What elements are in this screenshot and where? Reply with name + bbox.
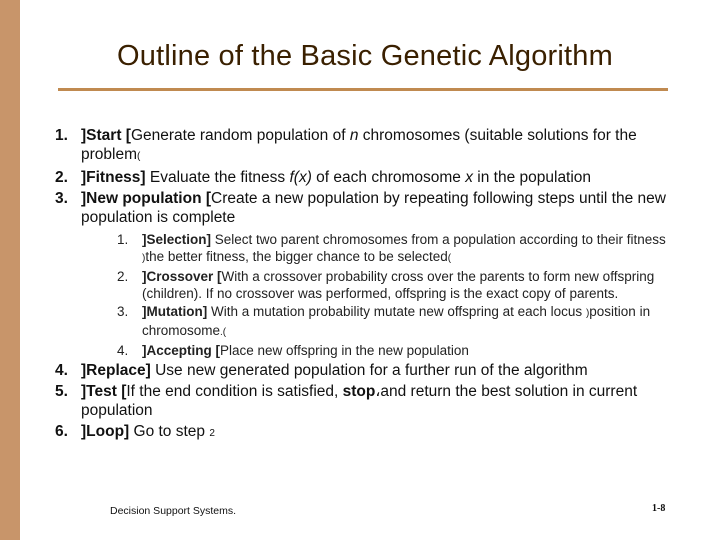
substep-number: 1. <box>117 232 129 247</box>
substep-number: 2. <box>117 269 129 284</box>
step-new-population <box>55 189 685 359</box>
step-text: Generate random population of <box>130 127 350 144</box>
substep-mark: ) <box>142 253 146 264</box>
footer-slide-number: 1-8 <box>652 503 666 514</box>
step-start <box>55 126 685 166</box>
substep-label: ]Selection] <box>142 232 212 247</box>
slide-content <box>55 126 685 445</box>
substep-label: ]Crossover [ <box>142 269 222 284</box>
substep-text: Place new offspring in the new population <box>220 343 469 358</box>
step-bold: stop <box>342 383 376 400</box>
substeps-list <box>81 231 685 359</box>
substep-number: 3. <box>117 304 129 319</box>
step-text: Go to step <box>129 423 210 440</box>
step-number: 1. <box>55 127 68 144</box>
step-mark: ، <box>375 383 381 400</box>
step-number: 5. <box>55 383 68 400</box>
step-label: ]Replace] <box>81 362 151 379</box>
step-text: Use new generated population for a further run of the algorithm <box>150 362 588 379</box>
step-number: 4. <box>55 362 68 379</box>
substep-crossover <box>107 268 685 302</box>
substep-text: the better fitness, the bigger chance to be selected <box>145 249 448 264</box>
substep-selection <box>107 231 685 267</box>
step-text: of each chromosome <box>311 169 466 186</box>
step-text: chromosomes (suitable solutions for the problem <box>81 127 637 163</box>
step-text: Evaluate the fitness <box>145 169 290 186</box>
substep-mark: ) <box>585 308 590 319</box>
step-test <box>55 382 685 420</box>
substep-mutation <box>107 303 685 341</box>
footer-course-name: Decision Support Systems. <box>110 505 237 517</box>
substep-label: ]Accepting [ <box>142 343 221 358</box>
step-label: ]Test [ <box>81 383 127 400</box>
slide-title: Outline of the Basic Genetic Algorithm <box>116 40 613 72</box>
step-number: 3. <box>55 190 68 207</box>
step-fitness <box>55 168 685 187</box>
step-label: ]Loop] <box>81 423 130 440</box>
substep-text: position in chromosome <box>142 304 651 338</box>
substep-number: 4. <box>117 343 129 358</box>
step-loop <box>55 422 685 443</box>
left-accent-bar <box>0 0 20 540</box>
step-text: and return the best solution in current population <box>81 383 638 419</box>
step-italic: x <box>465 169 473 186</box>
step-replace <box>55 361 685 380</box>
substep-tail: ( <box>447 253 452 264</box>
step-number: 6. <box>55 423 68 440</box>
title-underline <box>58 88 668 91</box>
substep-label: ]Mutation] <box>142 304 208 319</box>
substep-accepting <box>107 342 685 359</box>
step-label: ]Fitness] <box>81 169 146 186</box>
substep-text: With a mutation probability mutate new offspring at each locus <box>207 304 586 319</box>
step-text: If the end condition is satisfied, <box>126 383 343 400</box>
step-label: ]New population [ <box>81 190 212 207</box>
substep-text: With a crossover probability cross over the parents to form new offspring (children). If no crossover was performed, offspring is the exact copy of parents. <box>142 269 655 301</box>
step-italic: f(x) <box>289 169 312 186</box>
step-number: 2. <box>55 169 68 186</box>
step-italic: n <box>349 127 359 144</box>
step-text: Create a new population by repeating following steps until the new population is complete <box>81 190 666 226</box>
substep-text: Select two parent chromosomes from a population according to their fitness <box>211 232 666 247</box>
step-text: in the population <box>472 169 592 186</box>
step-tail: ( <box>137 151 141 162</box>
main-steps-list <box>55 126 685 443</box>
step-tail: 2 <box>209 428 215 439</box>
substep-tail: .( <box>220 327 227 338</box>
step-label: ]Start [ <box>81 127 131 144</box>
